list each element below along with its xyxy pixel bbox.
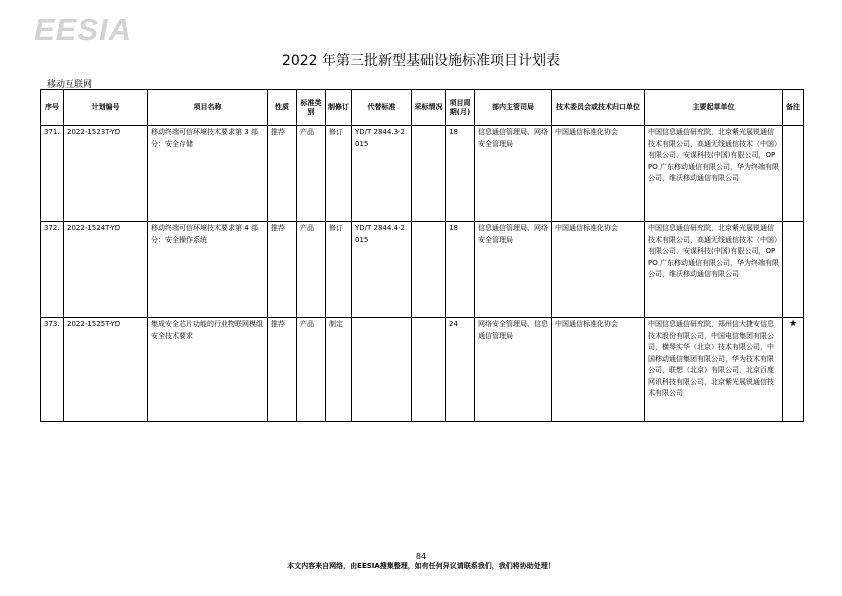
section-label: 移动互联网 <box>47 80 93 90</box>
cell-remark <box>783 126 804 222</box>
cell-period: 18 <box>446 222 475 318</box>
footer-notice: 本文内容来自网络，由EESIA搜集整理，如有任何异议请联系我们，我们将协助处理！ <box>287 562 555 570</box>
cell-name: 移动终端可信环境技术要求第 4 部分：安全操作系统 <box>148 222 268 318</box>
cell-no: 371. <box>41 126 64 222</box>
col-header-remark: 备注 <box>783 90 804 126</box>
table-row <box>41 222 804 318</box>
cell-committee: 中国通信标准化协会 <box>552 222 645 318</box>
standards-plan-table <box>40 89 804 422</box>
table-header-row <box>41 90 804 126</box>
col-header-nature: 性质 <box>268 90 297 126</box>
col-header-adoption: 采标情况 <box>412 90 446 126</box>
cell-name: 集成安全芯片功能的行业物联网模组安全技术要求 <box>148 318 268 422</box>
col-header-revision: 制修订 <box>326 90 352 126</box>
cell-plan-id: 2022-1524T-YD <box>64 222 148 318</box>
col-header-drafters: 主要起草单位 <box>645 90 783 126</box>
cell-adoption <box>412 126 446 222</box>
cell-category: 产品 <box>297 222 326 318</box>
col-header-period: 项目周期(月) <box>446 90 475 126</box>
cell-revision: 修订 <box>326 222 352 318</box>
cell-department: 信息通信管理局、网络安全管理局 <box>475 222 552 318</box>
cell-nature: 推荐 <box>268 126 297 222</box>
col-header-name: 项目名称 <box>148 90 268 126</box>
cell-plan-id: 2022-1525T-YD <box>64 318 148 422</box>
cell-nature: 推荐 <box>268 318 297 422</box>
cell-category: 产品 <box>297 318 326 422</box>
page-title: 2022 年第三批新型基础设施标准项目计划表 <box>281 53 561 69</box>
col-header-replaces: 代替标准 <box>352 90 412 126</box>
table-row <box>41 126 804 222</box>
col-header-category: 标准类别 <box>297 90 326 126</box>
col-header-no: 序号 <box>41 90 64 126</box>
star-mark: ★ <box>783 318 804 422</box>
cell-name: 移动终端可信环境技术要求第 3 部分：安全存储 <box>148 126 268 222</box>
cell-committee: 中国通信标准化协会 <box>552 126 645 222</box>
cell-replaces: YD/T 2844.4-2015 <box>352 222 412 318</box>
cell-drafters: 中国信息通信研究院，北京紫光展锐通信技术有限公司，高通无线通信技术（中国）有限公司，安谋科技(中国)有限公司，OPPO 广东移动通信有限公司，华为终端有限公司，维沃移动通信有限公司 <box>645 126 783 222</box>
cell-no: 373. <box>41 318 64 422</box>
table-row <box>41 318 804 422</box>
cell-department: 网络安全管理局、信息通信管理局 <box>475 318 552 422</box>
col-header-plan-id: 计划编号 <box>64 90 148 126</box>
cell-adoption <box>412 318 446 422</box>
eesia-logo: EESIA <box>34 12 133 47</box>
cell-committee: 中国通信标准化协会 <box>552 318 645 422</box>
cell-drafters: 中国信息通信研究院，北京紫光展锐通信技术有限公司，高通无线通信技术（中国）有限公司，安谋科技(中国)有限公司，OPPO 广东移动通信有限公司，华为终端有限公司，维沃移动通信有限公司 <box>645 222 783 318</box>
col-header-committee: 技术委员会或技术归口单位 <box>552 90 645 126</box>
cell-adoption <box>412 222 446 318</box>
cell-revision: 制定 <box>326 318 352 422</box>
cell-remark <box>783 222 804 318</box>
cell-replaces <box>352 318 412 422</box>
cell-no: 372. <box>41 222 64 318</box>
cell-drafters: 中国信息通信研究院，郑州信大捷安信息技术股份有限公司，中国电信集团有限公司，横琴实华（北京）技术有限公司，中国移动通信集团有限公司，华为技术有限公司，联想（北京）有限公司，北京百度网讯科技有限公司，北京紫光展锐通信技术有限公司 <box>645 318 783 422</box>
cell-revision: 修订 <box>326 126 352 222</box>
cell-replaces: YD/T 2844.3-2015 <box>352 126 412 222</box>
cell-department: 信息通信管理局、网络安全管理局 <box>475 126 552 222</box>
cell-period: 18 <box>446 126 475 222</box>
col-header-department: 部内主管司局 <box>475 90 552 126</box>
page-number: 84 <box>415 552 427 561</box>
cell-category: 产品 <box>297 126 326 222</box>
cell-nature: 推荐 <box>268 222 297 318</box>
cell-plan-id: 2022-1523T-YD <box>64 126 148 222</box>
cell-period: 24 <box>446 318 475 422</box>
